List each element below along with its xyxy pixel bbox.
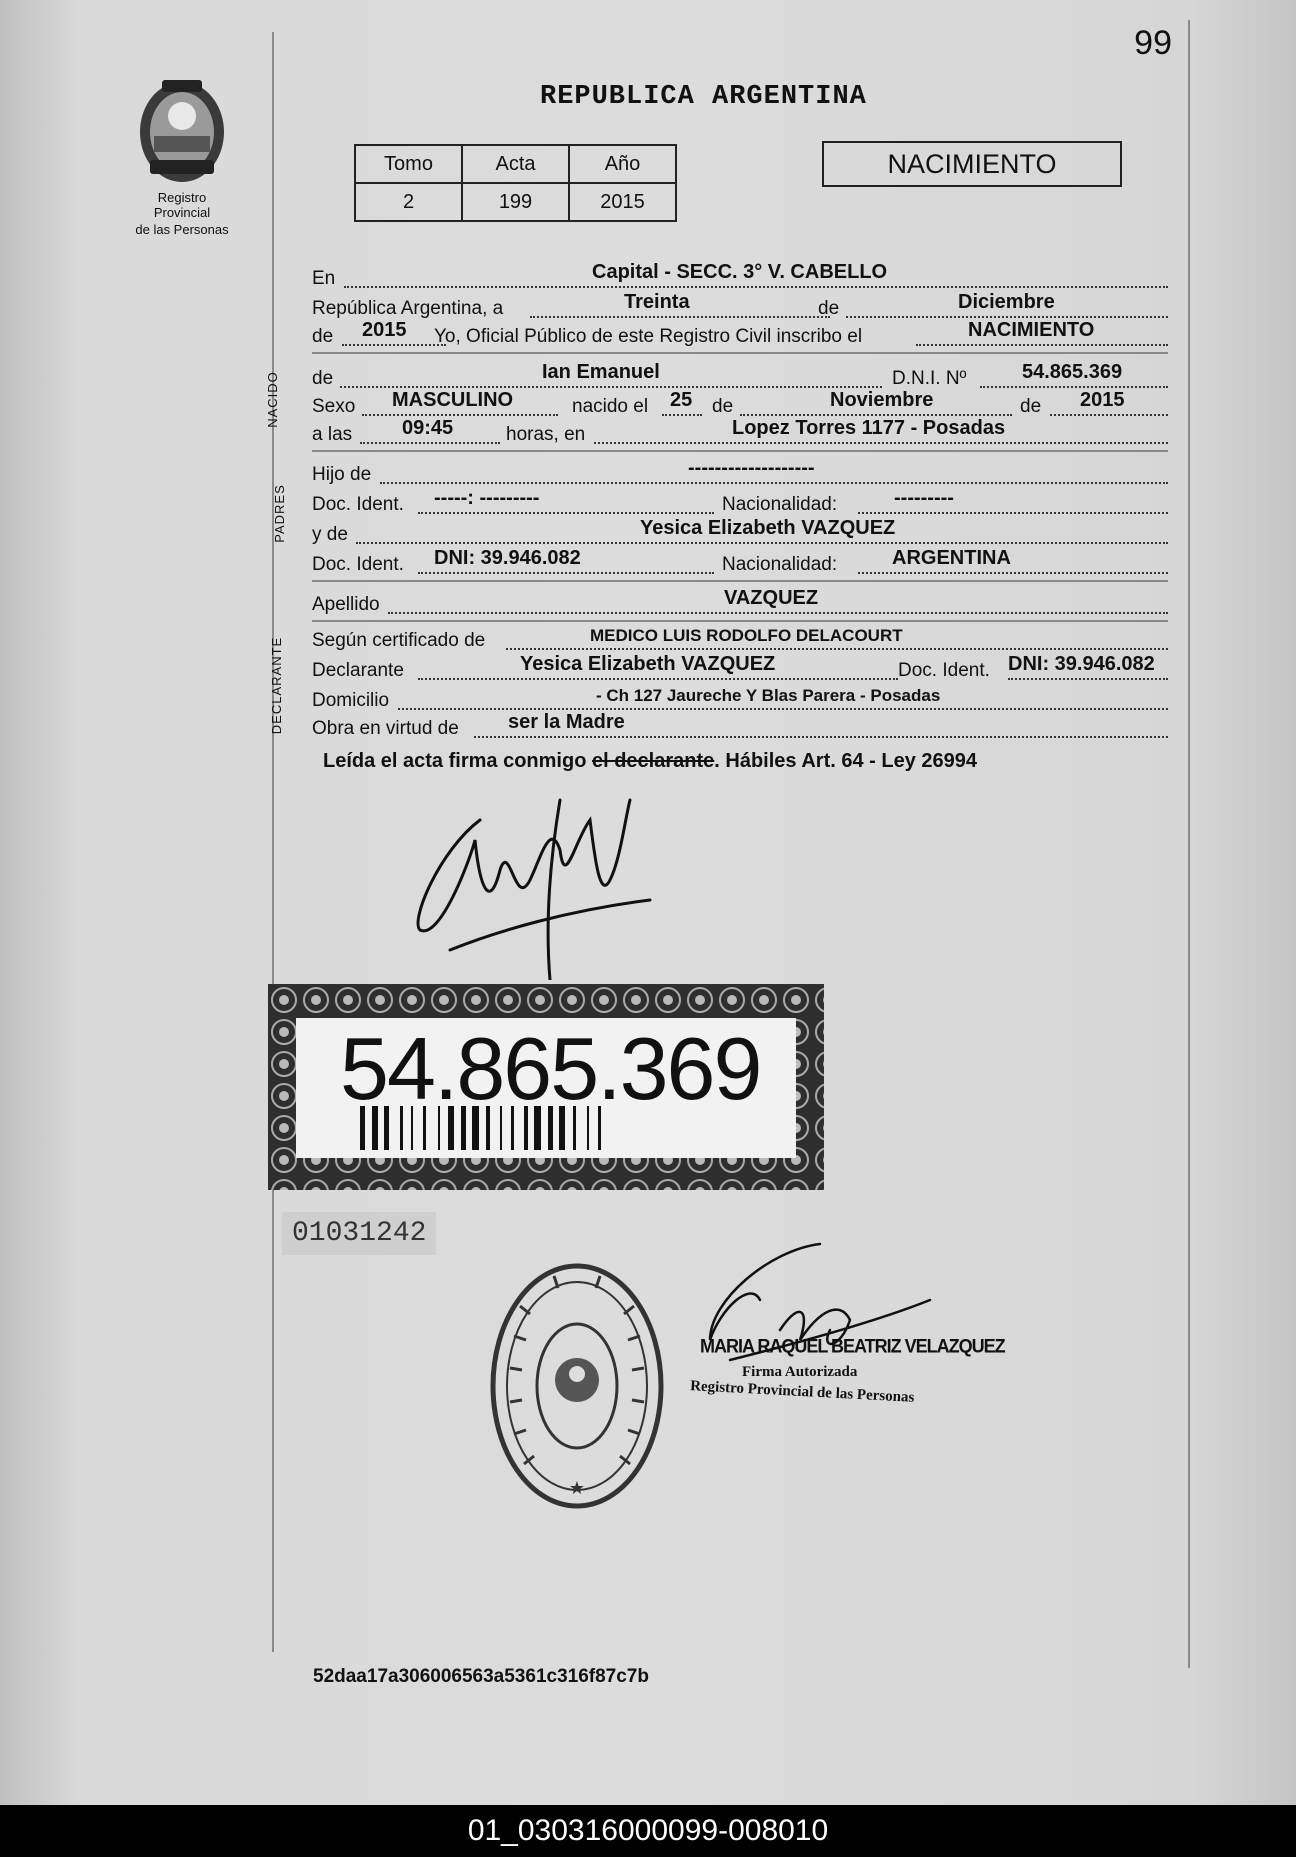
child-time-line [312,418,1168,446]
tomo-label: Tomo [355,145,462,183]
child-sex-line [312,390,1168,418]
child-de-label: de [312,368,334,389]
father-doc-line [312,488,1168,516]
en-label: En [312,268,336,289]
mother-name: Yesica Elizabeth VAZQUEZ [640,517,896,539]
province-crest-icon [132,76,232,188]
birth-place: Lopez Torres 1177 - Posadas [732,417,1006,439]
officer-text: Yo, Oficial Público de este Registro Civil inscribo el [434,326,863,347]
and-label: y de [312,524,348,545]
crest-caption-line1: Registro Provincial [153,190,211,220]
time-label: a las [312,424,353,445]
father-doc-label: Doc. Ident. [312,494,404,515]
mother-nationality: ARGENTINA [892,547,1011,569]
declarant-capacity: ser la Madre [508,711,625,733]
declarant-doc: DNI: 39.946.082 [1008,653,1155,675]
official-role: Firma Autorizada [742,1364,858,1380]
mother-doc: DNI: 39.946.082 [434,547,581,569]
father-line [312,458,1168,486]
registration-day: Treinta [624,291,690,313]
de-year-label: de [312,326,334,347]
hours-label: horas, en [506,424,586,445]
ano-value: 2015 [569,183,676,221]
birth-year: 2015 [1080,389,1125,411]
father-nationality: --------- [894,487,954,509]
document-title: REPUBLICA ARGENTINA [540,82,867,112]
document-hash: 52daa17a306006563a5361c316f87c7b [313,1666,649,1687]
page-number: 99 [1134,24,1172,62]
footer-code-bar [0,1805,1296,1857]
de-label: de [818,298,840,319]
closing-struck-text: el declarante [591,750,715,772]
officer-line [312,320,1168,348]
father-doc: -----: --------- [434,487,540,509]
date-line [312,292,1168,320]
certificate-doctor: MEDICO LUIS RODOLFO DELACOURT [590,626,903,645]
registration-year: 2015 [362,319,407,341]
address-label: Domicilio [312,690,390,711]
father-nationality-label: Nacionalidad: [722,494,838,515]
father-name: ------------------- [688,457,815,479]
certificate-label: Según certificado de [312,630,486,651]
dni-label: D.N.I. Nº [892,368,967,389]
registry-seal [484,1256,670,1516]
ano-label: Año [569,145,676,183]
certificate-type-box: NACIMIENTO [822,141,1122,187]
birth-de-label2: de [1020,396,1042,417]
place-line [312,262,1168,290]
child-name-line [312,362,1168,390]
mother-nationality-label: Nacionalidad: [722,554,838,575]
footer-code: 01_030316000099-008010 [467,1814,829,1847]
declarant-address: - Ch 127 Jaureche Y Blas Parera - Posadas [596,686,941,705]
tomo-value: 2 [355,183,462,221]
registration-month: Diciembre [958,291,1055,313]
son-of-label: Hijo de [312,464,372,485]
official-name: MARIA RAQUEL BEATRIZ VELAZQUEZ [700,1334,1005,1357]
registration-place: Capital - SECC. 3° V. CABELLO [592,261,888,283]
capacity-line [312,712,1168,740]
right-margin-line [1188,20,1190,1668]
acta-label: Acta [462,145,569,183]
closing-text-after: . Hábiles Art. 64 - Ley 26994 [714,750,977,772]
acta-value: 199 [462,183,569,221]
sex-label: Sexo [312,396,356,417]
crest-caption-line2: de las Personas [135,222,229,237]
closing-statement [323,750,977,773]
address-line [312,684,1168,712]
act-type: NACIMIENTO [968,319,1095,341]
control-number: 01031242 [282,1212,436,1255]
mother-line [312,518,1168,546]
born-label: nacido el [572,396,649,417]
section-parents-label: PADRES [271,484,287,543]
birth-month: Noviembre [830,389,934,411]
declarant-signature [400,780,660,980]
surname-value: VAZQUEZ [724,587,819,609]
declarant-doc-label: Doc. Ident. [898,660,990,681]
declarant-name: Yesica Elizabeth VAZQUEZ [520,653,776,675]
birth-day: 25 [670,389,693,411]
capacity-label: Obra en virtud de [312,718,459,739]
record-table [354,144,677,222]
declarant-line [312,654,1168,682]
child-dni: 54.865.369 [1022,361,1123,383]
child-sex: MASCULINO [392,389,514,411]
barcode-dni-number: 54.865.369 [340,1019,761,1118]
birth-time: 09:45 [402,417,454,439]
surname-line [312,588,1168,616]
mother-doc-label: Doc. Ident. [312,554,404,575]
left-margin-line [272,32,274,1652]
republic-label: República Argentina, a [312,298,504,319]
section-born-label: NACIDO [264,371,280,428]
declarant-label: Declarante [312,660,404,681]
closing-text-before: Leída el acta firma conmigo [323,750,592,772]
section-declarant-label: DECLARANTE [269,636,285,735]
svg-text:★: ★ [568,1478,586,1498]
mother-doc-line [312,548,1168,576]
registry-crest [128,76,236,237]
official-office: Registro Provincial de las Personas [689,1378,915,1406]
child-name: Ian Emanuel [542,361,660,383]
certificate-line [312,624,1168,652]
surname-label: Apellido [312,594,380,615]
birth-de-label: de [712,396,734,417]
